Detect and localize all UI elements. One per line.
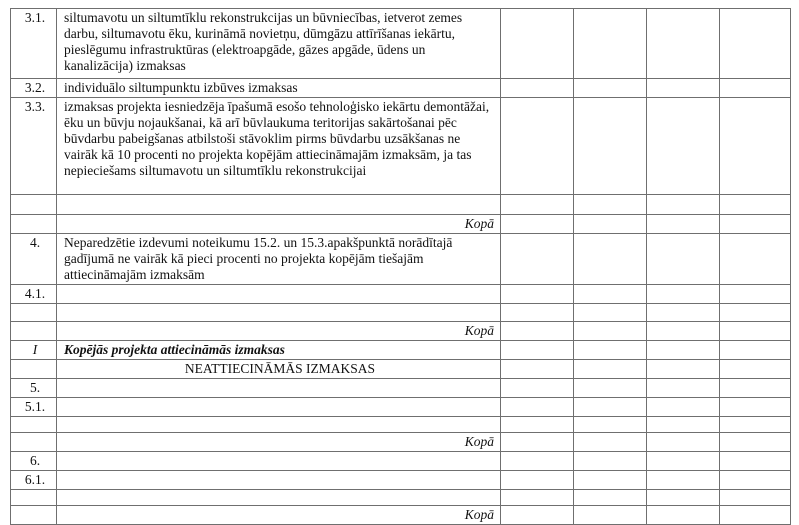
value-cell (501, 9, 574, 79)
value-cell (574, 398, 647, 417)
value-cell (720, 285, 791, 304)
value-cell (501, 490, 574, 506)
section-header-label: NEATTIECINĀMĀS IZMAKSAS (57, 360, 501, 379)
row-number (11, 417, 57, 433)
summary-label: Kopējās projekta attiecināmās izmaksas (57, 341, 501, 360)
row-description (57, 452, 501, 471)
value-cell (720, 433, 791, 452)
row-description (57, 398, 501, 417)
total-label: Kopā (57, 322, 501, 341)
value-cell (647, 379, 720, 398)
value-cell (647, 285, 720, 304)
row-description (57, 471, 501, 490)
row-empty (11, 490, 791, 506)
value-cell (647, 398, 720, 417)
value-cell (574, 195, 647, 215)
row-number: 6. (11, 452, 57, 471)
row-description (57, 379, 501, 398)
row-total-attiecinamas (11, 341, 791, 360)
value-cell (501, 506, 574, 525)
total-label: Kopā (57, 506, 501, 525)
value-cell (501, 452, 574, 471)
value-cell (720, 304, 791, 322)
value-cell (501, 322, 574, 341)
row-description (57, 195, 501, 215)
row-description: siltumavotu un siltumtīklu rekonstrukcijas un būvniecības, ietverot zemes darbu, siltumavotu ēku, kurināmā novietņu, dūmgāzu attīrīšanas iekārtu, pieslēgumu infrastruktūras (elektroapgāde, gāzes apgāde, ūdens un kanalizācija) izmaksas (57, 9, 501, 79)
value-cell (501, 234, 574, 285)
total-label: Kopā (57, 433, 501, 452)
value-cell (501, 304, 574, 322)
value-cell (501, 285, 574, 304)
row-description: izmaksas projekta iesniedzēja īpašumā esošo tehnoloģisko iekārtu demontāžai, ēku un būvju nojaukšanai, kā arī būvlaukuma teritorijas sakārtošanai pēc būvdarbu pabeigšanas atbilstoši stāvoklim pirms būvdarbu uzsākšanas ne vairāk kā 10 procenti no projekta kopējām attiecināmajām izmaksām, ja tas nepieciešams siltumavotu un siltumtīklu rekonstrukcijai (57, 98, 501, 195)
row-description (57, 417, 501, 433)
row-6-1 (11, 471, 791, 490)
row-4 (11, 234, 791, 285)
value-cell (720, 195, 791, 215)
row-3-1 (11, 9, 791, 79)
value-cell (720, 9, 791, 79)
row-description: Neparedzētie izdevumi noteikumu 15.2. un 15.3.apakšpunktā norādītajā gadījumā ne vairāk kā pieci procenti no projekta kopējām tiešajām attiecināmajām izmaksām (57, 234, 501, 285)
value-cell (647, 506, 720, 525)
value-cell (574, 215, 647, 234)
value-cell (647, 215, 720, 234)
value-cell (574, 379, 647, 398)
value-cell (574, 506, 647, 525)
value-cell (501, 215, 574, 234)
cost-table (10, 8, 791, 525)
value-cell (647, 452, 720, 471)
value-cell (720, 471, 791, 490)
value-cell (720, 379, 791, 398)
row-empty (11, 304, 791, 322)
row-number: 3.1. (11, 9, 57, 79)
value-cell (647, 360, 720, 379)
value-cell (501, 341, 574, 360)
value-cell (720, 98, 791, 195)
row-5 (11, 379, 791, 398)
row-kopa-total (11, 433, 791, 452)
value-cell (574, 471, 647, 490)
value-cell (574, 98, 647, 195)
value-cell (647, 322, 720, 341)
value-cell (574, 304, 647, 322)
value-cell (574, 341, 647, 360)
value-cell (647, 79, 720, 98)
value-cell (574, 322, 647, 341)
value-cell (501, 98, 574, 195)
value-cell (720, 234, 791, 285)
value-cell (574, 360, 647, 379)
value-cell (720, 490, 791, 506)
value-cell (720, 215, 791, 234)
row-number (11, 322, 57, 341)
row-number: 4. (11, 234, 57, 285)
value-cell (647, 9, 720, 79)
row-number (11, 506, 57, 525)
value-cell (647, 341, 720, 360)
value-cell (647, 304, 720, 322)
value-cell (647, 490, 720, 506)
value-cell (574, 417, 647, 433)
value-cell (501, 195, 574, 215)
value-cell (574, 490, 647, 506)
row-description (57, 285, 501, 304)
row-5-1 (11, 398, 791, 417)
row-kopa-total (11, 215, 791, 234)
value-cell (720, 79, 791, 98)
row-number: I (11, 341, 57, 360)
value-cell (574, 433, 647, 452)
row-3-2 (11, 79, 791, 98)
row-kopa-total (11, 322, 791, 341)
total-label: Kopā (57, 215, 501, 234)
value-cell (501, 417, 574, 433)
row-number: 5. (11, 379, 57, 398)
row-description (57, 304, 501, 322)
value-cell (574, 285, 647, 304)
row-number: 3.2. (11, 79, 57, 98)
row-kopa-total (11, 506, 791, 525)
row-description (57, 490, 501, 506)
value-cell (574, 234, 647, 285)
value-cell (501, 360, 574, 379)
value-cell (647, 417, 720, 433)
row-6 (11, 452, 791, 471)
value-cell (720, 398, 791, 417)
row-description: individuālo siltumpunktu izbūves izmaksas (57, 79, 501, 98)
value-cell (720, 417, 791, 433)
row-number: 6.1. (11, 471, 57, 490)
value-cell (720, 360, 791, 379)
value-cell (720, 322, 791, 341)
row-number: 4.1. (11, 285, 57, 304)
row-number (11, 360, 57, 379)
row-number (11, 304, 57, 322)
value-cell (574, 79, 647, 98)
value-cell (647, 471, 720, 490)
value-cell (501, 379, 574, 398)
row-number: 3.3. (11, 98, 57, 195)
value-cell (501, 433, 574, 452)
value-cell (501, 398, 574, 417)
row-number (11, 215, 57, 234)
value-cell (647, 433, 720, 452)
row-number: 5.1. (11, 398, 57, 417)
row-empty (11, 417, 791, 433)
value-cell (647, 234, 720, 285)
value-cell (720, 506, 791, 525)
row-section-header (11, 360, 791, 379)
value-cell (720, 452, 791, 471)
value-cell (501, 471, 574, 490)
row-number (11, 433, 57, 452)
value-cell (647, 195, 720, 215)
row-empty (11, 195, 791, 215)
value-cell (720, 341, 791, 360)
value-cell (574, 452, 647, 471)
row-number (11, 195, 57, 215)
row-3-3 (11, 98, 791, 195)
row-number (11, 490, 57, 506)
value-cell (647, 98, 720, 195)
value-cell (574, 9, 647, 79)
row-4-1 (11, 285, 791, 304)
value-cell (501, 79, 574, 98)
